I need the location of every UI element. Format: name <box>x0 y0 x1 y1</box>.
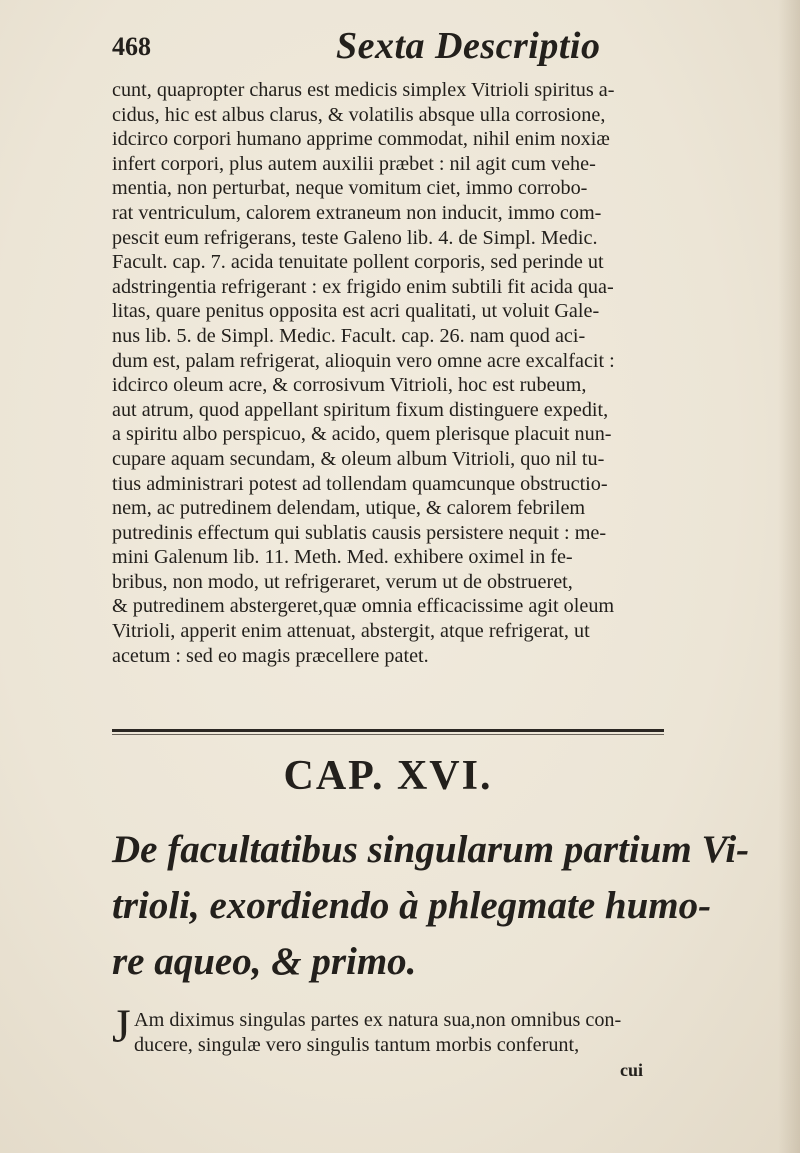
text-line: nus lib. 5. de Simpl. Medic. Facult. cap. 26. nam quod aci- <box>112 324 586 347</box>
chapter-title-line: re aqueo, & primo. <box>112 940 417 983</box>
page-number: 468 <box>112 32 151 61</box>
running-title: Sexta Descriptio <box>336 25 601 67</box>
text-line: nem, ac putredinem delendam, utique, & calorem febrilem <box>112 497 586 520</box>
chapter-heading: CAP. XVI. <box>283 753 493 799</box>
text-line: tius administrari potest ad tollendam quamcunque obstructio- <box>112 472 608 495</box>
text-line: cupare aquam secundam, & oleum album Vitrioli, quo nil tu- <box>112 447 605 470</box>
text-line: pescit eum refrigerans, teste Galeno lib. 4. de Simpl. Medic. <box>112 226 598 249</box>
catchword: cui <box>620 1060 644 1080</box>
text-line: Facult. cap. 7. acida tenuitate pollent corporis, sed perinde ut <box>112 251 604 274</box>
text-line: acetum : sed eo magis præcellere patet. <box>112 644 429 667</box>
text-line: a spiritu albo perspicuo, & acido, quem plerisque placuit nun- <box>112 423 612 446</box>
drop-cap: J <box>112 1000 131 1053</box>
text-line: adstringentia refrigerant : ex frigido enim subtili fit acida qua- <box>112 275 614 298</box>
text-line: infert corpori, plus autem auxilii præbet : nil agit cum vehe- <box>112 152 596 175</box>
text-line: putredinis effectum qui sublatis causis persistere nequit : me- <box>112 521 607 544</box>
chapter-title-line: trioli, exordiendo à phlegmate humo- <box>112 884 712 927</box>
text-line: aut atrum, quod appellant spiritum fixum distinguere expedit, <box>112 398 609 421</box>
text-line: idcirco corpori humano apprime commodat, nihil enim noxiæ <box>112 128 610 151</box>
text-line: & putredinem abstergeret,quæ omnia efficacissime agit oleum <box>112 595 615 618</box>
running-head <box>112 18 652 70</box>
body-text <box>112 78 660 668</box>
text-line: idcirco oleum acre, & corrosivum Vitrioli, hoc est rubeum, <box>112 374 587 397</box>
chapter-text-line: Am diximus singulas partes ex natura sua,non omnibus con- <box>134 1009 622 1031</box>
chapter-title-line: De facultatibus singularum partium Vi- <box>112 828 750 871</box>
text-line: litas, quare penitus opposita est acri qualitati, ut voluit Gale- <box>112 300 600 323</box>
text-line: Vitrioli, apperit enim attenuat, abstergit, atque refrigerat, ut <box>112 620 590 643</box>
chapter-title <box>112 822 750 990</box>
section-rule <box>112 729 664 732</box>
text-line: cidus, hic est albus clarus, & volatilis absque ulla corrosione, <box>112 103 606 126</box>
text-line: dum est, palam refrigerat, alioquin vero omne acre excalfacit : <box>112 349 615 372</box>
section-rule-thin <box>112 734 664 735</box>
text-line: mini Galenum lib. 11. Meth. Med. exhibere oximel in fe- <box>112 546 573 569</box>
page-edge-shadow <box>778 0 800 1153</box>
text-line: rat ventriculum, calorem extraneum non inducit, immo com- <box>112 201 602 224</box>
text-line: bribus, non modo, ut refrigeraret, verum ut de obstrueret, <box>112 570 573 593</box>
chapter-text <box>112 1008 660 1058</box>
text-line: mentia, non perturbat, neque vomitum ciet, immo corrobo- <box>112 177 588 200</box>
text-line: cunt, quapropter charus est medicis simplex Vitrioli spiritus a- <box>112 79 615 101</box>
chapter-text-line: ducere, singulæ vero singulis tantum morbis conferunt, <box>134 1034 580 1056</box>
